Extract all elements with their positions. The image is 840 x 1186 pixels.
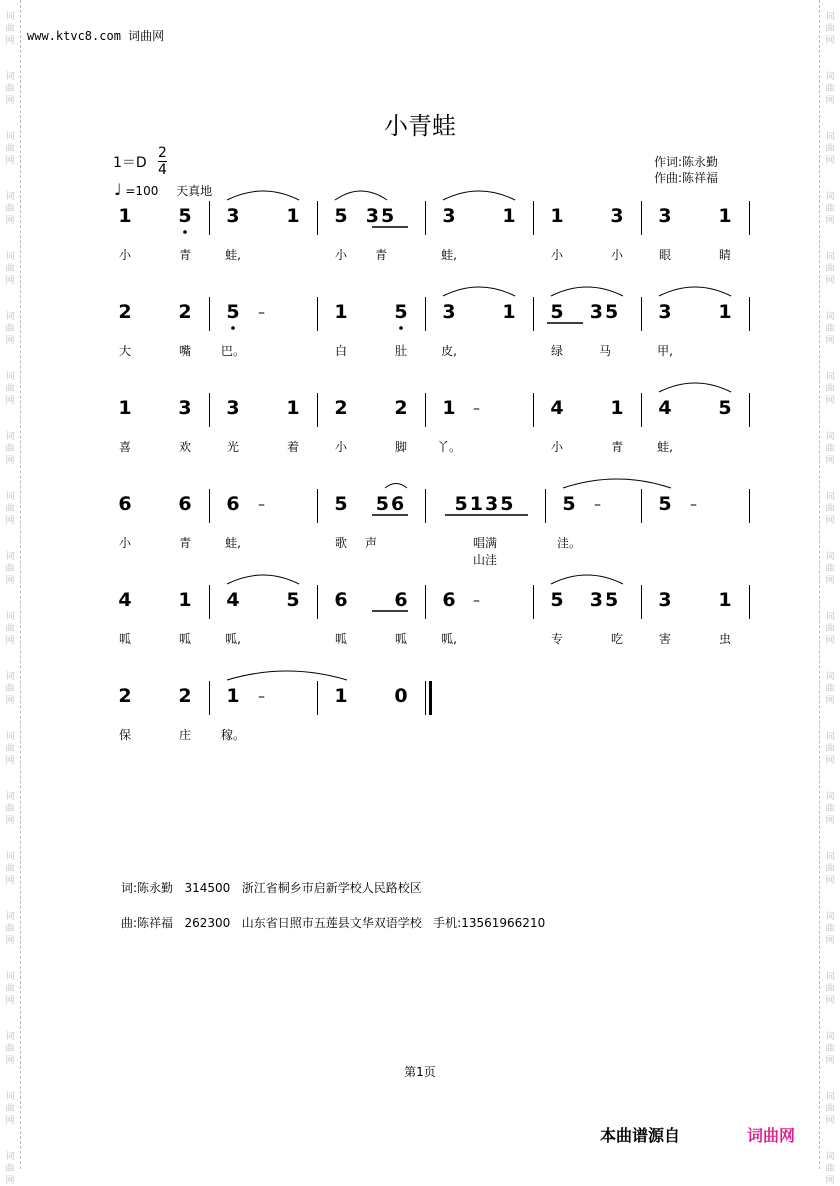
note: 3: [442, 301, 456, 323]
watermark-char: 词: [825, 1092, 835, 1102]
barline: [425, 297, 426, 331]
lyric: 眼: [658, 248, 671, 262]
watermark-char: 词: [5, 492, 15, 502]
barline: [533, 393, 534, 427]
watermark-char: 词: [825, 852, 835, 862]
watermark-char: 词: [825, 252, 835, 262]
watermark-char: 词: [5, 912, 15, 922]
barline: [425, 489, 426, 523]
lyric: 呱: [118, 632, 131, 646]
composer-credit: 作曲:陈祥福: [654, 171, 719, 185]
watermark-char: 曲: [825, 804, 835, 814]
watermark-char: 网: [825, 1116, 835, 1126]
quarter-note-icon: ♩: [114, 180, 122, 199]
source-site-link[interactable]: 词曲网: [747, 1126, 796, 1145]
watermark-char: 网: [5, 336, 15, 346]
watermark-char: 网: [5, 1116, 15, 1126]
key-signature: 1＝D: [113, 155, 147, 171]
watermark-char: 曲: [5, 744, 15, 754]
final-barline: [425, 681, 426, 715]
watermark-char: 词: [5, 1152, 15, 1162]
watermark-char: 网: [5, 1176, 15, 1186]
lyric: 巴。: [221, 344, 246, 358]
lyric: 青: [374, 248, 387, 262]
lyric: 青: [178, 248, 191, 262]
watermark-char: 词: [5, 432, 15, 442]
watermark-char: 网: [825, 456, 835, 466]
lyric: 欢: [178, 440, 191, 454]
lyric: 保: [118, 728, 131, 742]
watermark-char: 词: [5, 552, 15, 562]
note: 3: [658, 589, 672, 611]
watermark-char: 词: [825, 132, 835, 142]
watermark-char: 词: [825, 972, 835, 982]
lyric: 脚: [394, 440, 407, 454]
barline: [317, 393, 318, 427]
note: 1: [118, 397, 132, 419]
lyricist-credit: 作词:陈永勤: [654, 155, 719, 169]
hold-dash: –: [690, 497, 697, 513]
lyric: 甲,: [657, 344, 673, 358]
slur-arc: [227, 671, 347, 680]
note: 1: [286, 397, 300, 419]
watermark-char: 网: [5, 636, 15, 646]
note: 1: [550, 205, 564, 227]
watermark-char: 网: [5, 816, 15, 826]
note: 6: [442, 589, 456, 611]
watermark-char: 网: [825, 156, 835, 166]
watermark-char: 曲: [5, 804, 15, 814]
barline: [425, 201, 426, 235]
barline: [749, 393, 750, 427]
watermark-char: 词: [5, 672, 15, 682]
lyric: 呱: [394, 632, 407, 646]
note: 35: [589, 589, 621, 611]
watermark-char: 曲: [5, 444, 15, 454]
lyric: 呱,: [441, 632, 457, 646]
watermark-char: 网: [825, 996, 835, 1006]
note: 3: [226, 397, 240, 419]
lyric: 庄: [178, 728, 191, 742]
note: 5: [718, 397, 732, 419]
lyric: 蛙,: [225, 248, 241, 262]
watermark-char: 曲: [825, 624, 835, 634]
note: 1: [118, 205, 132, 227]
watermark-char: 网: [825, 936, 835, 946]
note: 1: [610, 397, 624, 419]
note: 56: [375, 493, 407, 515]
lyricist-info: 词:陈永勤 314500 浙江省桐乡市启新学校人民路校区: [121, 881, 422, 895]
watermark-char: 曲: [825, 564, 835, 574]
lyric: 绿: [550, 344, 563, 358]
lyric: 青: [610, 440, 623, 454]
barline: [317, 201, 318, 235]
watermark-char: 曲: [5, 264, 15, 274]
lyric: 蛙,: [441, 248, 457, 262]
note: 3: [658, 205, 672, 227]
lyric: 专: [550, 632, 563, 646]
watermark-char: 曲: [5, 564, 15, 574]
slur-arc: [563, 479, 671, 488]
barline: [209, 681, 210, 715]
note: 5: [550, 301, 564, 323]
watermark-char: 曲: [5, 1104, 15, 1114]
barline: [533, 585, 534, 619]
watermark-char: 词: [5, 312, 15, 322]
watermark-char: 词: [825, 792, 835, 802]
slur-arc: [659, 287, 731, 296]
watermark-char: 曲: [5, 984, 15, 994]
note: 4: [550, 397, 564, 419]
watermark-char: 词: [5, 852, 15, 862]
right-margin: [819, 0, 840, 1186]
watermark-char: 曲: [825, 504, 835, 514]
barline: [533, 201, 534, 235]
barline: [641, 393, 642, 427]
barline: [209, 489, 210, 523]
watermark-char: 网: [825, 396, 835, 406]
watermark-char: 网: [5, 156, 15, 166]
note: 3: [658, 301, 672, 323]
watermark-char: 曲: [825, 744, 835, 754]
lyric: 害: [658, 632, 671, 646]
lyric: 呱,: [225, 632, 241, 646]
watermark-char: 词: [825, 12, 835, 22]
barline: [749, 201, 750, 235]
note: 0: [394, 685, 408, 707]
watermark-char: 词: [825, 1032, 835, 1042]
watermark-char: 曲: [5, 24, 15, 34]
watermark-char: 网: [5, 576, 15, 586]
note: 6: [118, 493, 132, 515]
final-barline-thick: [429, 681, 432, 715]
watermark-char: 词: [5, 612, 15, 622]
watermark-char: 网: [825, 1056, 835, 1066]
watermark-char: 曲: [825, 264, 835, 274]
note: 2: [334, 397, 348, 419]
hold-dash: –: [258, 689, 265, 705]
octave-dot: [231, 326, 235, 330]
note: 2: [394, 397, 408, 419]
barline: [209, 393, 210, 427]
note: 5: [562, 493, 576, 515]
watermark-char: 曲: [825, 984, 835, 994]
note: 3: [442, 205, 456, 227]
watermark-char: 曲: [825, 864, 835, 874]
watermark-char: 网: [825, 576, 835, 586]
lyric: 光: [226, 440, 239, 454]
watermark-char: 曲: [825, 1044, 835, 1054]
slur-arc: [443, 287, 515, 296]
watermark-char: 词: [825, 912, 835, 922]
watermark-char: 网: [825, 516, 835, 526]
watermark-char: 曲: [825, 444, 835, 454]
lyric: 喜: [118, 440, 131, 454]
barline: [749, 489, 750, 523]
barline: [209, 297, 210, 331]
watermark-char: 网: [5, 456, 15, 466]
lyric: 呱: [334, 632, 347, 646]
barline: [641, 489, 642, 523]
note: 2: [178, 685, 192, 707]
barline: [425, 585, 426, 619]
note: 1: [178, 589, 192, 611]
watermark-char: 词: [5, 732, 15, 742]
note: 1: [286, 205, 300, 227]
lyric: 稼。: [221, 728, 246, 742]
hold-dash: –: [473, 593, 480, 609]
watermark-char: 网: [825, 96, 835, 106]
watermark-char: 网: [5, 756, 15, 766]
lyric: 小: [334, 248, 347, 262]
watermark-char: 网: [825, 756, 835, 766]
time-signature: $\frac{2}{4}$: [158, 145, 167, 178]
tempo-mark: ♩ =100 天真地: [114, 180, 213, 199]
watermark-char: 曲: [825, 144, 835, 154]
lyric: 丫。: [437, 440, 462, 454]
barline: [317, 297, 318, 331]
lyric: 洼。: [557, 536, 582, 550]
watermark-char: 曲: [825, 684, 835, 694]
note: 6: [226, 493, 240, 515]
note: 3: [610, 205, 624, 227]
lyric: 皮,: [441, 344, 457, 358]
watermark-char: 词: [825, 372, 835, 382]
slur-arc: [385, 484, 407, 489]
left-margin: [0, 0, 21, 1186]
watermark-char: 曲: [5, 1164, 15, 1174]
note: 2: [118, 685, 132, 707]
watermark-char: 曲: [5, 324, 15, 334]
page-number: 第1页: [404, 1065, 436, 1079]
watermark-char: 网: [5, 96, 15, 106]
note: 6: [394, 589, 408, 611]
watermark-char: 词: [825, 492, 835, 502]
watermark-char: 网: [5, 216, 15, 226]
barline: [317, 489, 318, 523]
slur-arc: [227, 191, 299, 200]
octave-dot: [183, 230, 187, 234]
note: 6: [334, 589, 348, 611]
watermark-char: 曲: [5, 864, 15, 874]
note: 5: [286, 589, 300, 611]
watermark-char: 网: [825, 216, 835, 226]
watermark-char: 曲: [5, 924, 15, 934]
lyric: 小: [334, 440, 347, 454]
lyric: 小: [118, 248, 131, 262]
barline: [641, 201, 642, 235]
watermark-char: 词: [5, 72, 15, 82]
note: 4: [226, 589, 240, 611]
lyric: 蛙,: [225, 536, 241, 550]
barline: [749, 297, 750, 331]
watermark-char: 曲: [5, 384, 15, 394]
watermark-char: 曲: [5, 504, 15, 514]
note: 1: [334, 685, 348, 707]
watermark-char: 曲: [825, 204, 835, 214]
slur-arc: [443, 191, 515, 200]
note: 1: [718, 205, 732, 227]
watermark-char: 词: [825, 312, 835, 322]
watermark-char: 网: [5, 696, 15, 706]
watermark-char: 网: [5, 396, 15, 406]
watermark-char: 网: [5, 516, 15, 526]
note: 1: [226, 685, 240, 707]
barline: [641, 585, 642, 619]
note: 6: [178, 493, 192, 515]
note: 1: [334, 301, 348, 323]
note: 1: [718, 301, 732, 323]
barline: [749, 585, 750, 619]
watermark-char: 词: [5, 1032, 15, 1042]
lyric: 着: [286, 440, 299, 454]
lyric: 歌: [334, 536, 347, 550]
watermark-char: 网: [5, 996, 15, 1006]
watermark-char: 词: [5, 372, 15, 382]
lyric: 小: [118, 536, 131, 550]
barline: [425, 393, 426, 427]
watermark-char: 词: [5, 252, 15, 262]
hold-dash: –: [258, 497, 265, 513]
barline: [317, 681, 318, 715]
note: 3: [226, 205, 240, 227]
slur-arc: [659, 383, 731, 392]
watermark-char: 词: [825, 192, 835, 202]
watermark-char: 曲: [5, 624, 15, 634]
lyric: 小: [550, 248, 563, 262]
slur-arc: [551, 287, 623, 296]
watermark-char: 词: [5, 132, 15, 142]
note: 5: [334, 493, 348, 515]
watermark-char: 网: [825, 336, 835, 346]
watermark-char: 网: [5, 36, 15, 46]
note: 1: [442, 397, 456, 419]
watermark-char: 曲: [825, 1164, 835, 1174]
lyric: 小: [610, 248, 623, 262]
watermark-char: 网: [825, 276, 835, 286]
watermark-char: 词: [5, 1092, 15, 1102]
lyric: 虫: [718, 632, 731, 646]
watermark-char: 网: [5, 276, 15, 286]
watermark-char: 曲: [5, 684, 15, 694]
watermark-char: 词: [825, 72, 835, 82]
lyric: 白: [334, 344, 347, 358]
watermark-char: 网: [5, 936, 15, 946]
lyric: 声: [364, 536, 377, 550]
watermark-char: 词: [825, 1152, 835, 1162]
hold-dash: –: [594, 497, 601, 513]
lyric: 马: [598, 344, 611, 358]
barline: [317, 585, 318, 619]
note: 4: [658, 397, 672, 419]
lyric: 睛: [718, 248, 731, 262]
lyric: 肚: [394, 344, 407, 358]
site-header[interactable]: www.ktvc8.com 词曲网: [27, 29, 165, 43]
watermark-char: 曲: [5, 144, 15, 154]
note: 2: [178, 301, 192, 323]
octave-dot: [399, 326, 403, 330]
note: 2: [118, 301, 132, 323]
watermark-char: 网: [825, 696, 835, 706]
slur-arc: [227, 575, 299, 584]
lyric: 蛙,: [657, 440, 673, 454]
watermark-char: 网: [825, 36, 835, 46]
note: 5: [226, 301, 240, 323]
barline: [545, 489, 546, 523]
note: 3: [178, 397, 192, 419]
watermark-char: 网: [825, 816, 835, 826]
watermark-char: 曲: [825, 384, 835, 394]
lyric: 嘴: [178, 344, 191, 358]
watermark-char: 曲: [825, 1104, 835, 1114]
watermark-char: 网: [5, 876, 15, 886]
note: 5: [178, 205, 192, 227]
barline: [209, 585, 210, 619]
watermark-char: 网: [825, 636, 835, 646]
watermark-char: 曲: [825, 924, 835, 934]
watermark-char: 网: [5, 1056, 15, 1066]
note: 4: [118, 589, 132, 611]
lyric: 大: [118, 344, 131, 358]
barline: [209, 201, 210, 235]
note: 5: [334, 205, 348, 227]
hold-dash: –: [473, 401, 480, 417]
composer-info: 曲:陈祥福 262300 山东省日照市五莲县文华双语学校 手机:13561966210: [121, 916, 546, 930]
lyric: 青: [178, 536, 191, 550]
watermark-char: 词: [825, 732, 835, 742]
note: 35: [589, 301, 621, 323]
note: 5: [394, 301, 408, 323]
source-label: 本曲谱源自: [600, 1126, 681, 1145]
note: 35: [365, 205, 397, 227]
watermark-char: 词: [5, 192, 15, 202]
lyric: 唱满山洼: [473, 536, 498, 567]
watermark-char: 曲: [825, 84, 835, 94]
watermark-char: 词: [825, 432, 835, 442]
watermark-char: 曲: [5, 84, 15, 94]
barline: [533, 297, 534, 331]
watermark-char: 网: [825, 1176, 835, 1186]
lyric: 小: [550, 440, 563, 454]
note: 1: [502, 205, 516, 227]
note: 5135: [454, 493, 516, 515]
note: 5: [550, 589, 564, 611]
watermark-char: 词: [825, 612, 835, 622]
barline: [641, 297, 642, 331]
slur-arc: [335, 191, 387, 200]
watermark-char: 词: [5, 972, 15, 982]
watermark-char: 曲: [5, 204, 15, 214]
watermark-char: 曲: [825, 324, 835, 334]
note: 5: [658, 493, 672, 515]
song-title: 小青蛙: [384, 112, 456, 140]
lyric: 吃: [610, 632, 623, 646]
watermark-char: 词: [825, 672, 835, 682]
slur-arc: [551, 575, 623, 584]
watermark-char: 词: [5, 792, 15, 802]
note: 1: [502, 301, 516, 323]
lyric: 呱: [178, 632, 191, 646]
watermark-char: 网: [825, 876, 835, 886]
watermark-char: 词: [5, 12, 15, 22]
note: 1: [718, 589, 732, 611]
hold-dash: –: [258, 305, 265, 321]
watermark-char: 曲: [825, 24, 835, 34]
watermark-char: 词: [825, 552, 835, 562]
watermark-char: 曲: [5, 1044, 15, 1054]
